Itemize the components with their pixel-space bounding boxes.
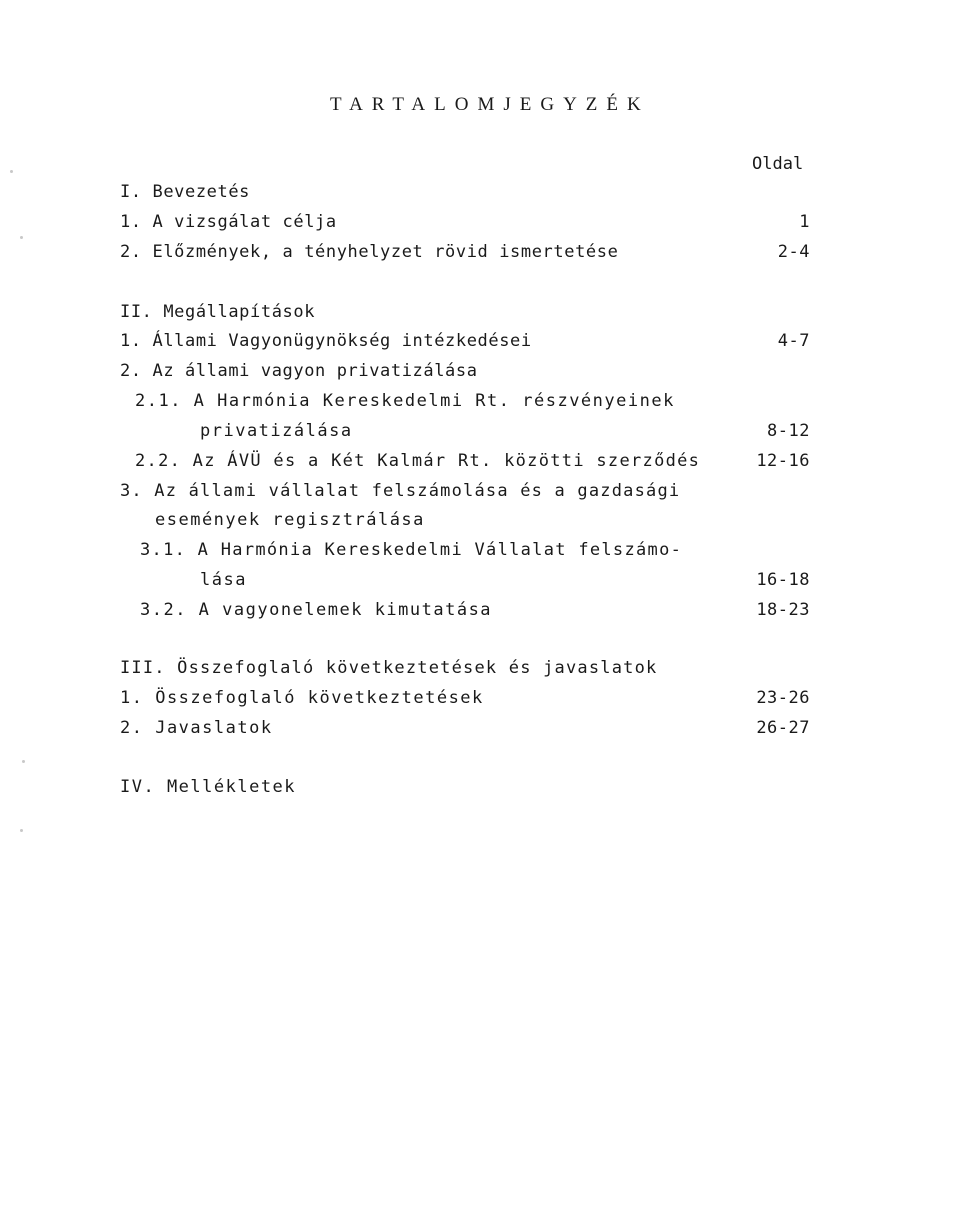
toc-subentry-continuation xyxy=(120,419,810,443)
toc-entry-text: II. Megállapítások xyxy=(120,302,316,322)
toc-entry-text: 1. A vizsgálat célja xyxy=(120,212,337,232)
scan-speck xyxy=(10,170,13,173)
toc-entry-text: 3.1. A Harmónia Kereskedelmi Vállalat felszámo- xyxy=(140,540,683,560)
toc-entry-page: 1 xyxy=(799,212,810,232)
toc-entry xyxy=(120,240,810,264)
toc-entry xyxy=(120,479,810,503)
page-column-header: Oldal xyxy=(752,154,804,174)
toc-entry-page: 2-4 xyxy=(777,242,810,262)
toc-subentry xyxy=(120,598,810,622)
toc-entry-text: 2.1. A Harmónia Kereskedelmi Rt. részvényeinek xyxy=(135,391,675,411)
toc-entry xyxy=(120,329,810,353)
scan-speck xyxy=(22,760,25,763)
toc-entry-text: 2. Előzmények, a tényhelyzet rövid ismertetése xyxy=(120,242,619,262)
toc-entry xyxy=(120,210,810,234)
toc-entry-text: 2.2. Az ÁVÜ és a Két Kalmár Rt. közötti szerződés xyxy=(135,451,701,471)
toc-entry-text: I. Bevezetés xyxy=(120,182,251,202)
toc-entry-page: 12-16 xyxy=(756,451,810,471)
toc-entry-text: IV. Mellékletek xyxy=(120,777,297,797)
toc-entry xyxy=(120,686,810,710)
toc-section-heading xyxy=(120,300,810,324)
toc-entry-page: 26-27 xyxy=(756,718,810,738)
toc-entry-text: 2. Az állami vagyon privatizálása xyxy=(120,361,478,381)
toc-subentry xyxy=(120,389,810,413)
page-title: TARTALOMJEGYZÉK xyxy=(330,94,650,115)
toc-entry-page: 4-7 xyxy=(777,331,810,351)
toc-entry-text: 3. Az állami vállalat felszámolása és a gazdasági xyxy=(120,481,681,501)
scan-speck xyxy=(20,829,23,832)
toc-entry-text: 3.2. A vagyonelemek kimutatása xyxy=(140,600,493,620)
toc-entry xyxy=(120,359,810,383)
toc-entry-page: 23-26 xyxy=(756,688,810,708)
toc-section-heading xyxy=(120,180,810,204)
toc-entry-text: események regisztrálása xyxy=(155,510,425,530)
toc-entry-text: 2. Javaslatok xyxy=(120,718,273,738)
toc-subentry-continuation xyxy=(120,568,810,592)
toc-section-heading xyxy=(120,775,810,799)
scan-speck xyxy=(20,236,23,239)
toc-entry-text: 1. Összefoglaló következtetések xyxy=(120,688,484,708)
toc-entry-text: 1. Állami Vagyonügynökség intézkedései xyxy=(120,331,532,351)
toc-entry-text: privatizálása xyxy=(200,421,353,441)
toc-entry-continuation xyxy=(120,508,810,532)
toc-subentry xyxy=(120,538,810,562)
toc-entry xyxy=(120,716,810,740)
toc-entry-text: III. Összefoglaló következtetések és javaslatok xyxy=(120,658,658,678)
toc-entry-text: lása xyxy=(200,570,247,590)
toc-entry-page: 8-12 xyxy=(767,421,810,441)
toc-entry-page: 16-18 xyxy=(756,570,810,590)
toc-entry-page: 18-23 xyxy=(756,600,810,620)
toc-subentry xyxy=(120,449,810,473)
toc-section-heading xyxy=(120,656,810,680)
